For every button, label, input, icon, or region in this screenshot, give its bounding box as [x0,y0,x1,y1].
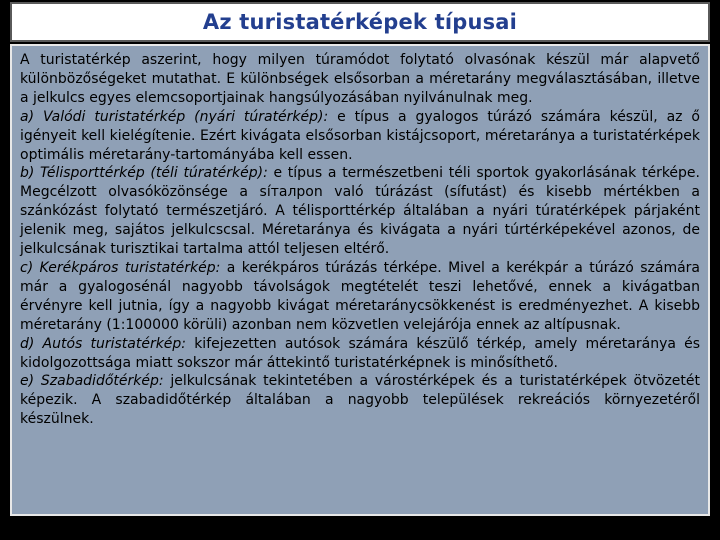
paragraph-d-text: kifejezetten autósok számára készülő térkép, amely méretaránya és kidolgozottsága miatt sokszor már áttekintő turistatérképnek is minősíthető. [20,335,700,371]
content-box [10,44,710,516]
intro-text: A turistatérkép aszerint, hogy milyen túramódot folytató olvasónak készül már alapvető különbözőségeket mutathat. E különbségek elsősorban a méretarány megválasztásában, illetve a jelkulcs egyes elemcsoportjainak hangsúlyozásában nyilvánulnak meg. [20,52,700,106]
paragraph-c [20,259,700,335]
paragraph-b-text: e típus a természetbeni téli sportok gyakorlásának térképe. Megcélzott olvasóközönsége a síталpon való túrázást (sífutást) és kisebb mértékben a szánkózást folytató természetjáró. A télisporttérkép általában a nyári túratérképek párjaként jelenik meg, sajátos jelkulcsсsal. Méretaránya és kivágata a nyári túrtérképekével azonos, de jelkulcsának turisztikai tartalma attól teljesen eltérő. [20,165,700,258]
paragraph-b [20,164,700,259]
paragraph-d-lead: d) Autós turistatérkép: [20,335,187,352]
paragraph-a-lead: a) Valódi turistatérkép (nyári túratérkép): [20,108,329,125]
slide-title: Az turistatérképek típusai [202,10,518,34]
paragraph-a-text: e típus a gyalogos túrázó számára készül, az ő igényeit kell kielégítenie. Ezért kivágata elsősorban kistájcsoport, méretaránya a turistatérképek optimális méretarány-tartományába kell essen. [20,108,700,163]
slide-title-box [10,2,710,42]
paragraph-c-lead: c) Kerékpáros turistatérkép: [20,259,221,276]
intro-paragraph [20,51,700,108]
paragraph-e-lead: e) Szabadidőtérkép: [20,373,164,390]
paragraph-a [20,108,700,165]
paragraph-e-text: jelkulcsának tekintetében a várostérképek és a turistatérképek ötvözetét képezik. A szabadidőtérkép általában a nagyobb települések rekreációs környezetéről készülnek. [20,373,700,428]
paragraph-c-text: a kerékpáros túrázás térképe. Mivel a kerékpár a túrázó számára már a gyalogosénál nagyobb távolságok megtételét teszi lehetővé, ennek a kivágatban érvényre kell jutnia, így a nagyobb kivágat méretaránycsökkenést is eredményezhet. A kisebb méretarány (1:100000 körüli) azonban nem közvetlen velejárója ennek az altípusnak. [20,259,700,333]
paragraph-e [20,372,700,429]
paragraph-d [20,335,700,373]
paragraph-b-lead: b) Télisporttérkép (téli túratérkép): [20,165,268,182]
